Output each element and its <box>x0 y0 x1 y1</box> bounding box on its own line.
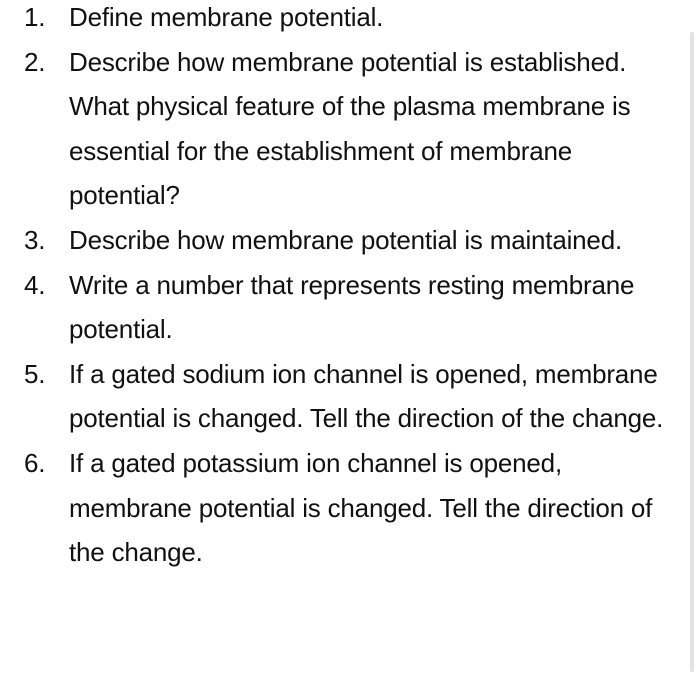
question-number: 5. <box>24 358 46 389</box>
question-number: 4. <box>24 269 46 300</box>
question-item <box>24 441 664 575</box>
question-number: 6. <box>24 447 46 478</box>
question-number: 1. <box>24 2 46 32</box>
question-number: 2. <box>24 46 46 77</box>
question-list <box>24 0 664 575</box>
question-text: Define membrane potential. <box>69 2 384 32</box>
question-item <box>24 40 664 218</box>
question-text: If a gated sodium ion channel is opened, membrane potential is changed. Tell the direction of the change. <box>69 358 664 434</box>
question-item <box>24 218 664 263</box>
question-item <box>24 0 664 40</box>
question-item <box>24 263 664 352</box>
question-text: Describe how membrane potential is established. What physical feature of the plasma membrane is essential for the establishment of membrane potential? <box>69 46 631 211</box>
question-item <box>24 352 664 441</box>
question-text: Write a number that represents resting membrane potential. <box>69 269 635 345</box>
question-number: 3. <box>24 224 46 255</box>
question-text: Describe how membrane potential is maintained. <box>69 224 622 255</box>
question-text: If a gated potassium ion channel is opened, membrane potential is changed. Tell the direction of the change. <box>69 447 653 568</box>
vertical-scrollbar[interactable] <box>690 32 694 672</box>
